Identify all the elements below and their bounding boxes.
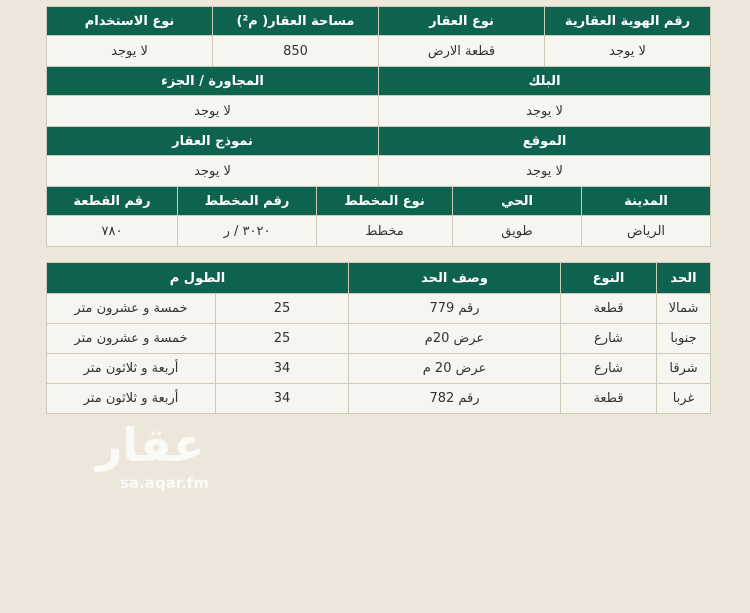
- boundary-type: شارع: [561, 324, 657, 354]
- aqar-watermark-url: sa.aqar.fm: [120, 474, 209, 492]
- plan-table: [46, 186, 711, 247]
- table-row: [47, 324, 711, 354]
- value-property-area: 850: [213, 36, 379, 68]
- boundary-side: شمالا: [657, 294, 711, 324]
- header-length: الطول م: [47, 263, 349, 294]
- value-property-id: لا يوجد: [545, 36, 711, 68]
- value-district: طويق: [453, 216, 582, 247]
- boundary-length: 25: [216, 294, 349, 324]
- header-plot-number: رقم القطعة: [47, 187, 178, 216]
- value-plan-type: مخطط: [317, 216, 453, 247]
- header-property-area: مساحة العقار( م²): [213, 7, 379, 36]
- boundary-side: جنوبا: [657, 324, 711, 354]
- boundary-length: 25: [216, 324, 349, 354]
- header-boundary-description: وصف الحد: [349, 263, 561, 294]
- header-neighborhood-part: المجاورة / الجزء: [47, 67, 379, 96]
- header-plan-number: رقم المخطط: [178, 187, 317, 216]
- property-info-table: [46, 6, 711, 68]
- aqar-watermark-logo: عقار: [96, 418, 205, 472]
- boundary-description: عرض 20م: [349, 324, 561, 354]
- header-location: الموقع: [379, 127, 711, 156]
- location-table: [46, 126, 711, 187]
- boundary-type: شارع: [561, 354, 657, 384]
- block-table: [46, 66, 711, 127]
- value-location: لا يوجد: [379, 156, 711, 187]
- value-city: الرياض: [582, 216, 711, 247]
- header-plan-type: نوع المخطط: [317, 187, 453, 216]
- boundary-length-text: أربعة و ثلاثون متر: [47, 384, 216, 414]
- header-type: النوع: [561, 263, 657, 294]
- table-row: [47, 294, 711, 324]
- header-property-type: نوع العقار: [379, 7, 545, 36]
- value-block: لا يوجد: [379, 96, 711, 127]
- boundary-type: قطعة: [561, 294, 657, 324]
- header-city: المدينة: [582, 187, 711, 216]
- header-usage-type: نوع الاستخدام: [47, 7, 213, 36]
- boundary-length-text: خمسة و عشرون متر: [47, 294, 216, 324]
- boundary-description: عرض 20 م: [349, 354, 561, 384]
- boundary-length-text: خمسة و عشرون متر: [47, 324, 216, 354]
- boundary-side: غربا: [657, 384, 711, 414]
- value-plot-number: ٧٨٠: [47, 216, 178, 247]
- value-usage-type: لا يوجد: [47, 36, 213, 68]
- boundaries-table: [46, 262, 711, 414]
- boundary-length: 34: [216, 384, 349, 414]
- table-row: [47, 384, 711, 414]
- boundary-length-text: أربعة و ثلاثون متر: [47, 354, 216, 384]
- value-property-model: لا يوجد: [47, 156, 379, 187]
- boundary-length: 34: [216, 354, 349, 384]
- header-boundary: الحد: [657, 263, 711, 294]
- boundary-type: قطعة: [561, 384, 657, 414]
- value-neighborhood-part: لا يوجد: [47, 96, 379, 127]
- table-row: [47, 354, 711, 384]
- header-district: الحي: [453, 187, 582, 216]
- header-block: البلك: [379, 67, 711, 96]
- header-property-id: رقم الهوية العقارية: [545, 7, 711, 36]
- header-property-model: نموذج العقار: [47, 127, 379, 156]
- boundary-side: شرقا: [657, 354, 711, 384]
- value-property-type: قطعة الارض: [379, 36, 545, 68]
- boundary-description: رقم 779: [349, 294, 561, 324]
- boundary-description: رقم 782: [349, 384, 561, 414]
- aqar-watermark: [96, 418, 216, 498]
- value-plan-number: ٣٠٢٠ / ر: [178, 216, 317, 247]
